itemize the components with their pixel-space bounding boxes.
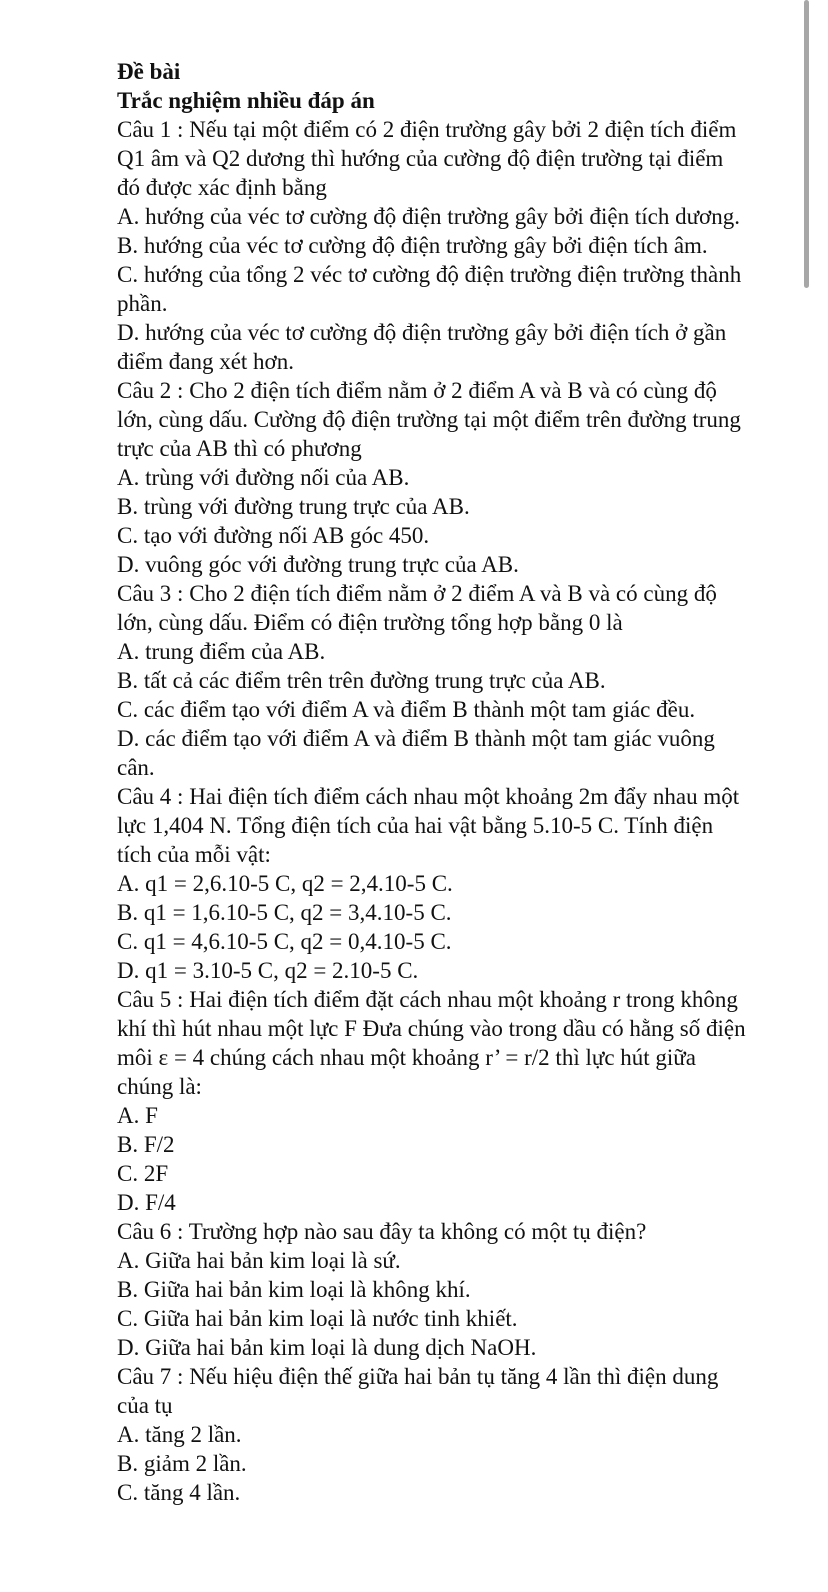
question-block-6 [117, 1217, 747, 1362]
answer-option: D. q1 = 3.10-5 C, q2 = 2.10-5 C. [117, 958, 419, 983]
answer-option: A. F [117, 1103, 158, 1128]
answer-option: B. q1 = 1,6.10-5 C, q2 = 3,4.10-5 C. [117, 900, 452, 925]
question-text: Câu 7 : Nếu hiệu điện thế giữa hai bản tụ tăng 4 lần thì điện dung của tụ [117, 1364, 719, 1418]
question-block-7 [117, 1362, 747, 1507]
answer-option: B. trùng với đường trung trực của AB. [117, 494, 470, 519]
answer-option: B. Giữa hai bản kim loại là không khí. [117, 1277, 471, 1302]
question-block-5 [117, 985, 747, 1217]
answer-option: C. hướng của tổng 2 véc tơ cường độ điện trường điện trường thành phần. [117, 262, 742, 316]
answer-option: C. q1 = 4,6.10-5 C, q2 = 0,4.10-5 C. [117, 929, 452, 954]
answer-option: A. trung điểm của AB. [117, 639, 326, 664]
answer-option: A. Giữa hai bản kim loại là sứ. [117, 1248, 401, 1273]
question-text: Câu 2 : Cho 2 điện tích điểm nằm ở 2 điểm A và B và có cùng độ lớn, cùng dấu. Cường độ điện trường tại một điểm trên đường trung trực của AB thì có phương [117, 378, 741, 461]
question-text: Câu 6 : Trường hợp nào sau đây ta không có một tụ điện? [117, 1219, 647, 1244]
document-body [117, 57, 747, 1507]
question-block-3 [117, 579, 747, 782]
answer-option: C. tạo với đường nối AB góc 450. [117, 523, 430, 548]
question-text: Câu 3 : Cho 2 điện tích điểm nằm ở 2 điểm A và B và có cùng độ lớn, cùng dấu. Điểm có điện trường tổng hợp bằng 0 là [117, 581, 717, 635]
answer-option: D. Giữa hai bản kim loại là dung dịch NaOH. [117, 1335, 537, 1360]
answer-option: B. F/2 [117, 1132, 175, 1157]
answer-option: D. hướng của véc tơ cường độ điện trường gây bởi điện tích ở gần điểm đang xét hơn. [117, 320, 727, 374]
answer-option: B. giảm 2 lần. [117, 1451, 247, 1476]
document-heading: Đề bài [117, 59, 181, 84]
question-text: Câu 4 : Hai điện tích điểm cách nhau một khoảng 2m đẩy nhau một lực 1,404 N. Tổng điện tích của hai vật bằng 5.10-5 C. Tính điện tích của mỗi vật: [117, 784, 740, 867]
question-block-2 [117, 376, 747, 579]
question-text: Câu 1 : Nếu tại một điểm có 2 điện trường gây bởi 2 điện tích điểm Q1 âm và Q2 dương thì hướng của cường độ điện trường tại điểm đó được xác định bằng [117, 117, 737, 200]
answer-option: A. hướng của véc tơ cường độ điện trường gây bởi điện tích dương. [117, 204, 740, 229]
question-block-1 [117, 115, 747, 376]
answer-option: D. vuông góc với đường trung trực của AB. [117, 552, 519, 577]
answer-option: A. tăng 2 lần. [117, 1422, 242, 1447]
document-subheading: Trắc nghiệm nhiều đáp án [117, 88, 375, 113]
answer-option: B. tất cả các điểm trên trên đường trung trực của AB. [117, 668, 606, 693]
question-block-4 [117, 782, 747, 985]
answer-option: A. trùng với đường nối của AB. [117, 465, 410, 490]
answer-option: A. q1 = 2,6.10-5 C, q2 = 2,4.10-5 C. [117, 871, 453, 896]
answer-option: C. tăng 4 lần. [117, 1480, 241, 1505]
answer-option: C. Giữa hai bản kim loại là nước tinh khiết. [117, 1306, 518, 1331]
answer-option: D. F/4 [117, 1190, 176, 1215]
answer-option: C. các điểm tạo với điểm A và điểm B thành một tam giác đều. [117, 697, 696, 722]
vertical-scrollbar[interactable] [804, 0, 809, 288]
answer-option: D. các điểm tạo với điểm A và điểm B thành một tam giác vuông cân. [117, 726, 715, 780]
answer-option: C. 2F [117, 1161, 169, 1186]
question-text: Câu 5 : Hai điện tích điểm đặt cách nhau một khoảng r trong không khí thì hút nhau một lực F Đưa chúng vào trong dầu có hằng số điện môi ε = 4 chúng cách nhau một khoảng r’ = r/2 thì lực hút giữa chúng là: [117, 987, 746, 1099]
answer-option: B. hướng của véc tơ cường độ điện trường gây bởi điện tích âm. [117, 233, 708, 258]
